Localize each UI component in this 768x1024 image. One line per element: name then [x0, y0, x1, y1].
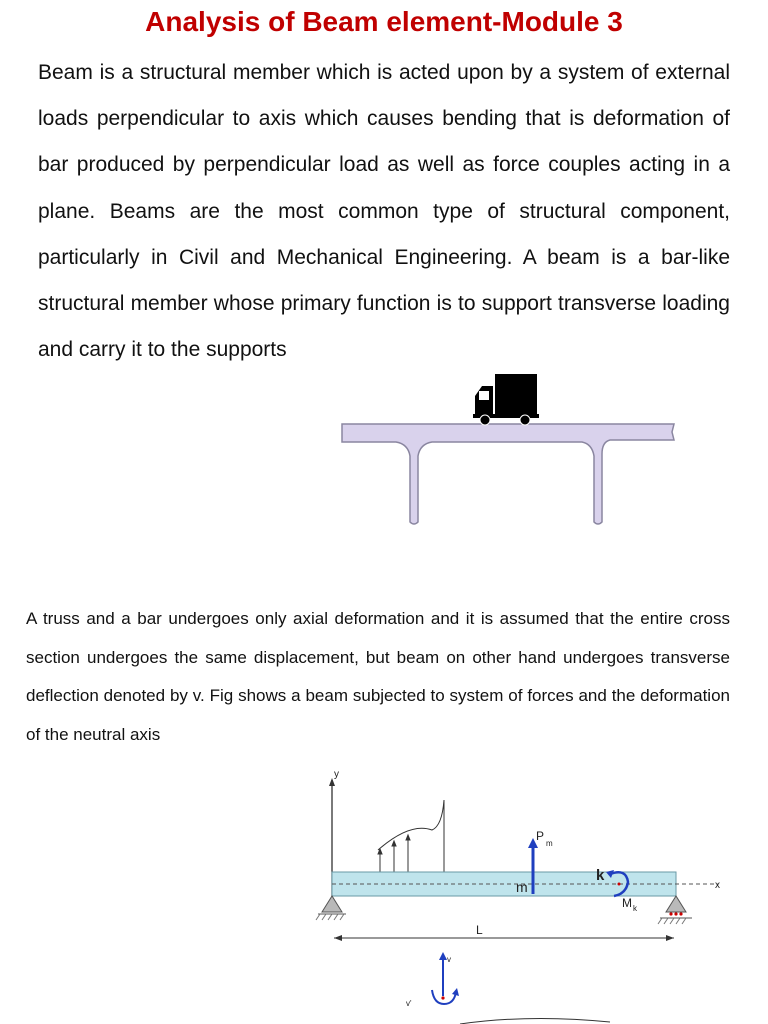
load-arrows — [378, 835, 410, 872]
bridge-illustration — [340, 370, 680, 530]
v-label: v — [447, 955, 451, 964]
point-m-label: m — [516, 879, 528, 895]
v-prime-label: v' — [406, 999, 412, 1008]
truck-icon — [473, 374, 539, 425]
beam-definition-paragraph: Beam is a structural member which is acted upon by a system of external loads perpendicular to axis which causes bending that is deformation of bar produced by perpendicular load as well as force couples acting in a plane. Beams are the most common type of structural component, particularly in Civil and Mechanical Engineering. A beam is a bar-like structural member whose primary function is to support transverse loading and carry it to the supports — [38, 61, 730, 362]
bridge-deck — [342, 424, 674, 524]
right-roller-support — [658, 896, 692, 924]
deflection-paragraph: A truss and a bar undergoes only axial deformation and it is assumed that the entire cross section undergoes the same displacement, but beam on other hand undergoes transverse deflection denoted by v. Fig shows a beam subjected to system of forces and the deformation of the neutral axis — [26, 609, 730, 744]
page-title: Analysis of Beam element-Module 3 — [145, 6, 623, 37]
point-k-label: k — [596, 867, 605, 884]
length-label: L — [476, 923, 483, 937]
deflection-indicator — [432, 952, 459, 1004]
beam-diagram — [310, 766, 730, 1024]
moment-subscript: k — [633, 904, 637, 913]
y-axis-label: y — [334, 769, 339, 780]
point-load-label: P — [536, 829, 545, 843]
deflected-curve-partial — [460, 1018, 610, 1024]
left-pin-support — [316, 896, 346, 920]
distributed-load-curve — [378, 800, 444, 850]
point-load-subscript: m — [546, 839, 553, 848]
moment-label: M — [622, 896, 632, 910]
x-axis-label: x — [715, 880, 720, 891]
